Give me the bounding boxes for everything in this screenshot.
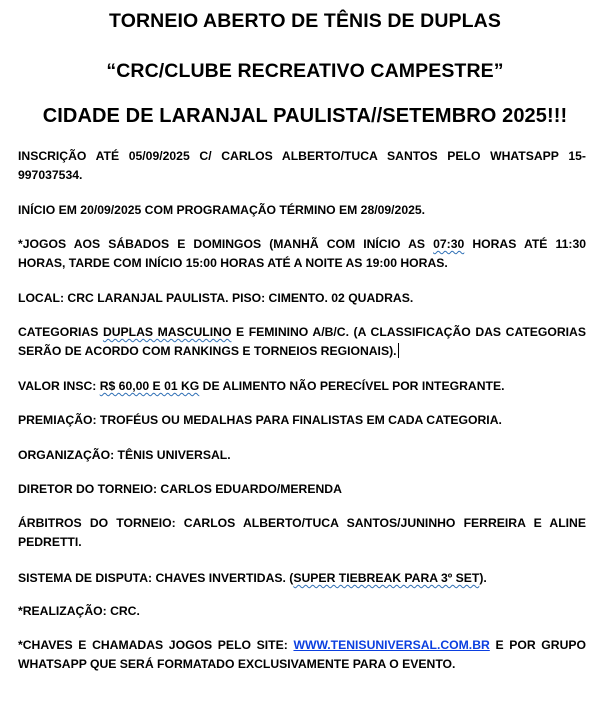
jogos-time: 07:30 (433, 237, 465, 251)
jogos-line-1 (18, 235, 586, 254)
valor-text-after: DE ALIMENTO NÃO PERECÍVEL POR INTEGRANTE. (199, 379, 505, 393)
title-line-2: “CRC/CLUBE RECREATIVO CAMPESTRE” (106, 60, 504, 82)
categorias-paragraph (18, 323, 586, 361)
arbitros-line-2: PEDRETTI. (18, 535, 82, 549)
chaves-text-before: *CHAVES E CHAMADAS JOGOS PELO SITE: (18, 638, 294, 652)
chaves-line-1 (18, 636, 586, 655)
valor-paragraph (18, 377, 586, 396)
inscricao-line-1: INSCRIÇÃO ATÉ 05/09/2025 C/ CARLOS ALBERTO/TUCA SANTOS PELO WHATSAPP 15- (18, 149, 586, 163)
sistema-paragraph (18, 569, 586, 588)
arbitros-paragraph (18, 514, 586, 552)
local-paragraph: LOCAL: CRC LARANJAL PAULISTA. PISO: CIMENTO. 02 QUADRAS. (18, 291, 414, 305)
jogos-text-before: *JOGOS AOS SÁBADOS E DOMINGOS (MANHÃ COM INÍCIO AS (18, 237, 434, 251)
categorias-line-2 (18, 342, 586, 361)
jogos-paragraph (18, 235, 586, 273)
categorias-line-2-text: SERÃO DE ACORDO COM RANKINGS E TORNEIOS REGIONAIS). (18, 344, 397, 358)
categorias-text-before: CATEGORIAS (18, 325, 103, 339)
jogos-text-after: HORAS ATÉ 11:30 (464, 237, 587, 251)
sistema-underlined: SUPER TIEBREAK PARA 3º SET (293, 571, 480, 585)
title-line-1: TORNEIO ABERTO DE TÊNIS DE DUPLAS (109, 10, 501, 32)
organizacao-paragraph: ORGANIZAÇÃO: TÊNIS UNIVERSAL. (18, 448, 231, 462)
inscricao-paragraph (18, 147, 586, 185)
inicio-paragraph: INÍCIO EM 20/09/2025 COM PROGRAMAÇÃO TÉRMINO EM 28/09/2025. (18, 203, 426, 217)
sistema-text-after: ). (479, 571, 487, 585)
categorias-underlined: DUPLAS MASCULINO (102, 325, 232, 339)
valor-text-before: VALOR INSC: (18, 379, 100, 393)
sistema-text-before: SISTEMA DE DISPUTA: CHAVES INVERTIDAS. ( (18, 571, 294, 585)
chaves-text-after: E POR GRUPO (489, 638, 587, 652)
arbitros-line-1: ÁRBITROS DO TORNEIO: CARLOS ALBERTO/TUCA SANTOS/JUNINHO FERREIRA E ALINE (18, 516, 586, 530)
title-line-3: CIDADE DE LARANJAL PAULISTA//SETEMBRO 2025!!! (42, 105, 568, 127)
realizacao-paragraph: *REALIZAÇÃO: CRC. (18, 604, 140, 618)
categorias-line-1 (18, 323, 586, 342)
categorias-text-after: E FEMININO A/B/C. (A CLASSIFICAÇÃO DAS CATEGORIAS (231, 325, 586, 339)
premiacao-paragraph: PREMIAÇÃO: TROFÉUS OU MEDALHAS PARA FINALISTAS EM CADA CATEGORIA. (18, 413, 502, 427)
inscricao-line-2: 997037534. (18, 168, 83, 182)
valor-underlined: R$ 60,00 E 01 KG (99, 379, 200, 393)
text-cursor (398, 343, 400, 358)
jogos-line-2: HORAS, TARDE COM INÍCIO 15:00 HORAS ATÉ A NOITE AS 19:00 HORAS. (18, 256, 448, 270)
diretor-paragraph: DIRETOR DO TORNEIO: CARLOS EDUARDO/MERENDA (18, 482, 342, 496)
site-link[interactable]: WWW.TENISUNIVERSAL.COM.BR (293, 638, 490, 652)
chaves-paragraph (18, 636, 586, 674)
chaves-line-2: WHATSAPP QUE SERÁ FORMATADO EXCLUSIVAMENTE PARA O EVENTO. (18, 657, 456, 671)
